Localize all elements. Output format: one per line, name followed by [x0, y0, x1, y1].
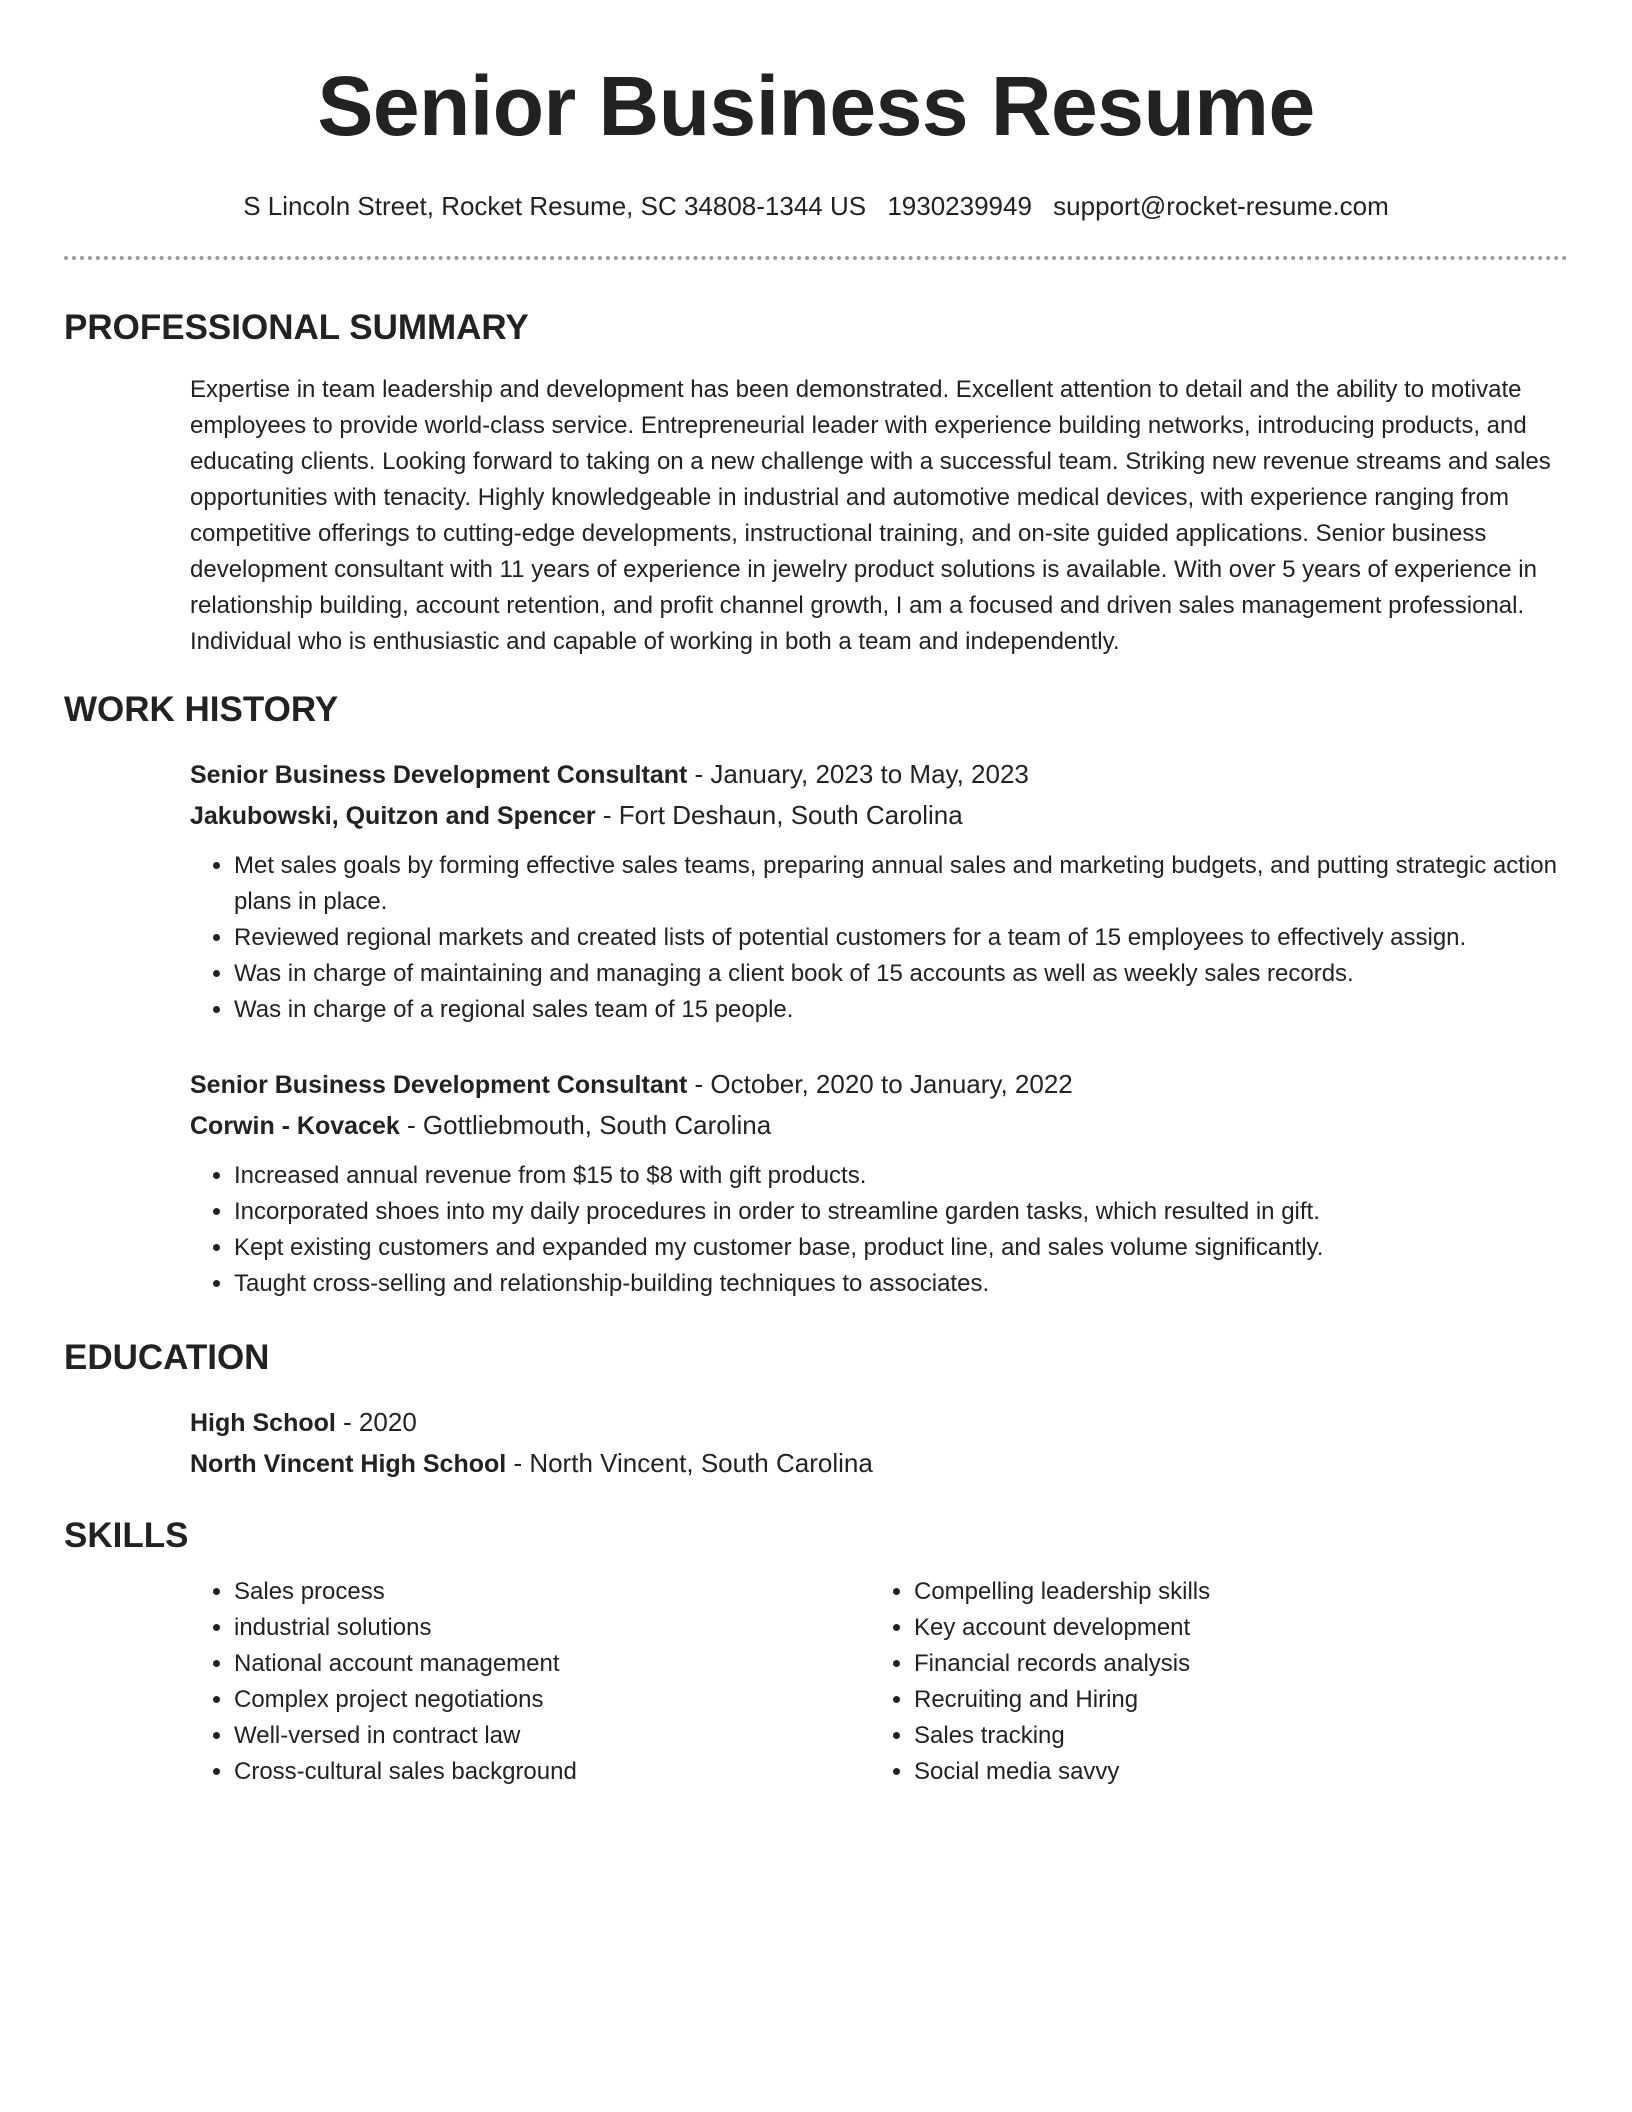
- resume-title: Senior Business Resume: [317, 59, 1315, 153]
- job-location: - Gottliebmouth, South Carolina: [399, 1110, 772, 1140]
- education-school: North Vincent High School: [190, 1450, 507, 1478]
- education-entry: [190, 1402, 1568, 1484]
- skill-item: • National account management: [234, 1646, 870, 1682]
- job-dates: - January, 2023 to May, 2023: [687, 759, 1029, 789]
- job-bullet: • Taught cross-selling and relationship-building techniques to associates.: [234, 1266, 1568, 1302]
- education-degree-line: [190, 1402, 1568, 1443]
- skill-item: • Recruiting and Hiring: [914, 1682, 1550, 1718]
- header-divider: [64, 256, 1568, 260]
- job-title: Senior Business Development Consultant: [190, 761, 688, 789]
- education-location: - North Vincent, South Carolina: [506, 1448, 873, 1478]
- job-entry: [190, 1064, 1568, 1302]
- skill-item: • Cross-cultural sales background: [234, 1754, 870, 1790]
- skill-item: • Financial records analysis: [914, 1646, 1550, 1682]
- section-title-summary: PROFESSIONAL SUMMARY: [64, 308, 529, 347]
- job-title-line: [190, 1064, 1568, 1105]
- job-title-line: [190, 754, 1568, 795]
- job-dates: - October, 2020 to January, 2022: [687, 1069, 1073, 1099]
- job-bullets: [190, 848, 1568, 1028]
- skills-column-right: [870, 1574, 1550, 1790]
- skill-item: • Sales tracking: [914, 1718, 1550, 1754]
- skills-list: [190, 1574, 1570, 1790]
- job-bullet: • Kept existing customers and expanded my customer base, product line, and sales volume significantly.: [234, 1230, 1568, 1266]
- job-bullet: • Incorporated shoes into my daily procedures in order to streamline garden tasks, which resulted in gift.: [234, 1194, 1568, 1230]
- job-bullet: • Reviewed regional markets and created lists of potential customers for a team of 15 employees to effectively assign.: [234, 920, 1568, 956]
- job-bullets: [190, 1158, 1568, 1302]
- section-title-skills: SKILLS: [64, 1516, 189, 1555]
- resume-page: [64, 0, 1568, 1790]
- skill-item: • industrial solutions: [234, 1610, 870, 1646]
- job-company: Corwin - Kovacek: [190, 1112, 400, 1140]
- job-bullet: • Was in charge of maintaining and managing a client book of 15 accounts as well as weekly sales records.: [234, 956, 1568, 992]
- skill-item: • Complex project negotiations: [234, 1682, 870, 1718]
- skill-item: • Social media savvy: [914, 1754, 1550, 1790]
- job-company: Jakubowski, Quitzon and Spencer: [190, 802, 596, 830]
- skills-column-left: [190, 1574, 870, 1790]
- section-title-education: EDUCATION: [64, 1338, 270, 1377]
- job-company-line: [190, 1105, 1568, 1146]
- skill-item: • Well-versed in contract law: [234, 1718, 870, 1754]
- job-bullet: • Was in charge of a regional sales team of 15 people.: [234, 992, 1568, 1028]
- job-company-line: [190, 795, 1568, 836]
- section-title-work-history: WORK HISTORY: [64, 690, 339, 729]
- skill-item: • Key account development: [914, 1610, 1550, 1646]
- job-location: - Fort Deshaun, South Carolina: [595, 800, 963, 830]
- education-year: - 2020: [335, 1407, 417, 1437]
- skill-item: • Sales process: [234, 1574, 870, 1610]
- job-title: Senior Business Development Consultant: [190, 1071, 688, 1099]
- education-school-line: [190, 1443, 1568, 1484]
- education-degree: High School: [190, 1409, 336, 1437]
- contact-line: [64, 188, 1568, 224]
- contact-phone: 1930239949: [887, 191, 1032, 221]
- job-bullet: • Increased annual revenue from $15 to $8 with gift products.: [234, 1158, 1568, 1194]
- contact-email: support@rocket-resume.com: [1053, 191, 1389, 221]
- job-entry: [190, 754, 1568, 1028]
- summary-text: Expertise in team leadership and development has been demonstrated. Excellent attention to detail and the ability to motivate employees to provide world-class service. Entrepreneurial leader with experience building networks, introducing products, and educating clients. Looking forward to taking on a new challenge with a successful team. Striking new revenue streams and sales opportunities with tenacity. Highly knowledgeable in industrial and automotive medical devices, with experience ranging from competitive offerings to cutting-edge developments, instructional training, and on-site guided applications. Senior business development consultant with 11 years of experience in jewelry product solutions is available. With over 5 years of experience in relationship building, account retention, and profit channel growth, I am a focused and driven sales management professional. Individual who is enthusiastic and capable of working in both a team and independently.: [190, 376, 1551, 655]
- skill-item: • Compelling leadership skills: [914, 1574, 1550, 1610]
- job-bullet: • Met sales goals by forming effective sales teams, preparing annual sales and marketing budgets, and putting strategic action plans in place.: [234, 848, 1568, 920]
- contact-address: S Lincoln Street, Rocket Resume, SC 34808-1344 US: [243, 191, 867, 221]
